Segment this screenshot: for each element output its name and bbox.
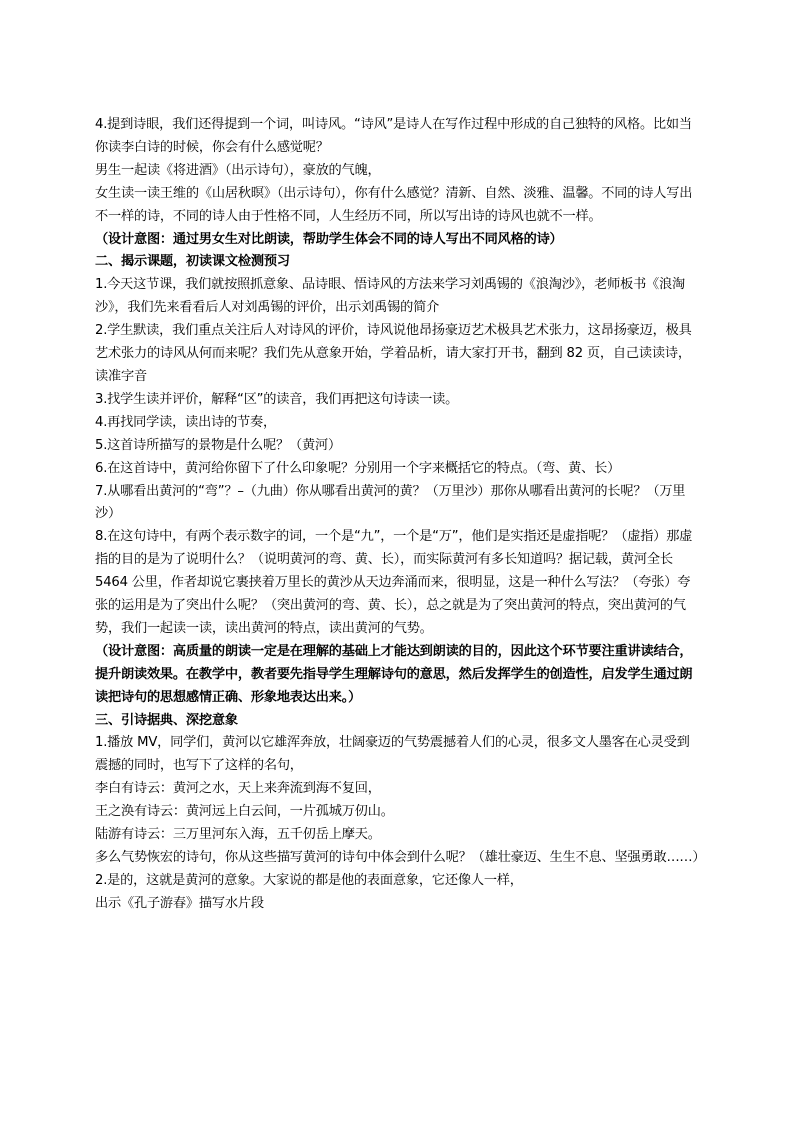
- paragraph-step-8: 8.在这句诗中，有两个表示数字的词，一个是“九”，一个是“万”，他们是实指还是虚指呢？（虚指）那虚指的目的是为了说明什么？（说明黄河的弯、黄、长），而实际黄河有多长知道吗？据记载，黄河全长 5464 公里，作者却说它裹挟着万里长的黄沙从天边奔涌而来，很明显，这是一种什么写法？（夸张）夸张的运用是为了突出什么呢？（突出黄河的弯、黄、长），总之就是为了突出黄河的特点，突出黄河的气势，我们一起读一读，读出黄河的特点，读出黄河的气势。: [95, 529, 693, 636]
- paragraph-step-3: 3.找学生读并评价，解释“区”的读音，我们再把这句诗读一读。: [95, 391, 459, 407]
- paragraph-step-7: 7.从哪看出黄河的“弯”？–（九曲）你从哪看出黄河的黄？（万里沙）那你从哪看出黄河的长呢？（万里沙）: [95, 483, 686, 522]
- paragraph-step-5: 5.这首诗所描写的景物是什么呢？（黄河）: [95, 437, 341, 453]
- document-body: [95, 114, 706, 916]
- paragraph-step-6: 6.在这首诗中，黄河给你留下了什么印象呢？分别用一个字来概括它的特点。（弯、黄、长）: [95, 460, 621, 476]
- section-heading-2: 二、揭示课题，初读课文检测预习: [95, 254, 290, 270]
- poem-line-luyou: 陆游有诗云：三万里河东入海，五千仞岳上摩天。: [95, 827, 381, 843]
- paragraph-mv: 1.播放 MV，同学们，黄河以它雄浑奔放，壮阔豪迈的气势震撼着人们的心灵，很多文人墨客在心灵受到震撼的同时，也写下了这样的名句，: [95, 735, 690, 774]
- paragraph-boys-read: 男生一起读《将进酒》（出示诗句），豪放的气魄，: [95, 162, 381, 178]
- section-heading-3: 三、引诗据典、深挖意象: [95, 712, 238, 728]
- paragraph-show-excerpt: 出示《孔子游春》描写水片段: [95, 895, 264, 911]
- paragraph-step-1: 1.今天这节课，我们就按照抓意象、品诗眼、悟诗风的方法来学习刘禹锡的《浪淘沙》，老师板书《浪淘沙》，我们先来看看后人对刘禹锡的评价，出示刘禹锡的简介: [95, 277, 686, 316]
- paragraph-girls-read: 女生读一读王维的《山居秋暝》（出示诗句），你有什么感觉？清新、自然、淡雅、温馨。不同的诗人写出不一样的诗，不同的诗人由于性格不同，人生经历不同，所以写出诗的诗风也就不一样。: [95, 185, 693, 224]
- paragraph-poetic-style: 4.提到诗眼，我们还得提到一个词，叫诗风。“诗风”是诗人在写作过程中形成的自己独特的风格。比如当你读李白诗的时候，你会有什么感觉呢？: [95, 117, 692, 155]
- design-intent-2: （设计意图：高质量的朗读一定是在理解的基础上才能达到朗读的目的，因此这个环节要注重讲读结合，提升朗读效果。在教学中，教者要先指导学生理解诗句的意思，然后发挥学生的创造性，启发学生通过朗读把诗句的思想感情正确、形象地表达出来。）: [95, 643, 693, 705]
- paragraph-step-4: 4.再找同学读，读出诗的节奏，: [95, 414, 277, 430]
- design-intent-1: （设计意图：通过男女生对比朗读，帮助学生体会不同的诗人写出不同风格的诗）: [95, 231, 563, 247]
- paragraph-imagery: 2.是的，这就是黄河的意象。大家说的都是他的表面意象，它还像人一样，: [95, 872, 523, 888]
- paragraph-step-2: 2.学生默读，我们重点关注后人对诗风的评价，诗风说他昂扬豪迈艺术极具艺术张力，这昂扬豪迈，极具艺术张力的诗风从何而来呢？我们先从意象开始，学着品析，请大家打开书，翻到 82 页，自己读读诗，读准字音: [95, 323, 692, 384]
- poem-line-wangzhihuan: 王之涣有诗云：黄河远上白云间，一片孤城万仞山。: [95, 804, 394, 820]
- paragraph-feeling: 多么气势恢宏的诗句，你从这些描写黄河的诗句中体会到什么呢？（雄壮豪迈、生生不息、坚强勇敢……）: [95, 850, 706, 865]
- poem-line-libai: 李白有诗云：黄河之水，天上来奔流到海不复回，: [95, 781, 381, 797]
